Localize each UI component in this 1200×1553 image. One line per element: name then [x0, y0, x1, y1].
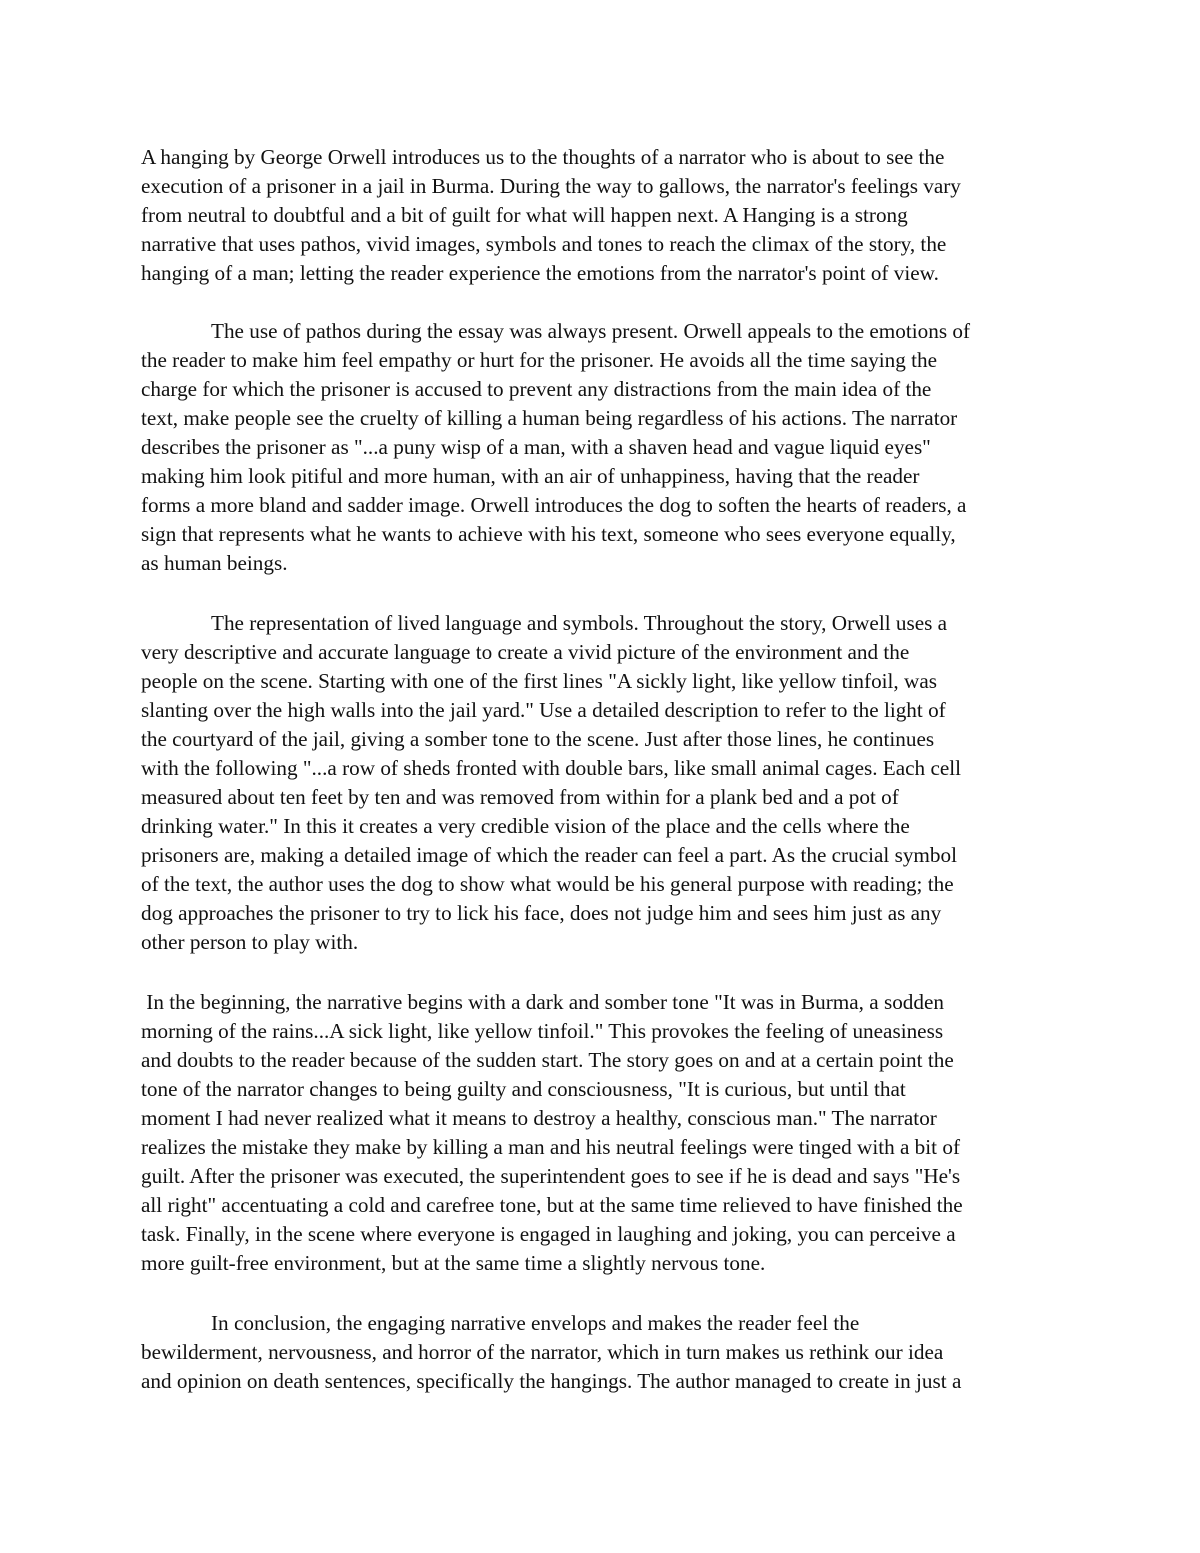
text-line: dog approaches the prisoner to try to lick his face, does not judge him and sees him just as any: [141, 901, 942, 925]
text-line: task. Finally, in the scene where everyone is engaged in laughing and joking, you can perceive a: [141, 1222, 956, 1246]
text-line: text, make people see the cruelty of killing a human being regardless of his actions. The narrator: [141, 406, 958, 430]
text-line: guilt. After the prisoner was executed, the superintendent goes to see if he is dead and says "He's: [141, 1164, 961, 1188]
text-line: describes the prisoner as "...a puny wisp of a man, with a shaven head and vague liquid eyes": [141, 435, 931, 459]
text-line: sign that represents what he wants to achieve with his text, someone who sees everyone equally,: [141, 522, 956, 546]
text-line: all right" accentuating a cold and carefree tone, but at the same time relieved to have finished the: [141, 1193, 963, 1217]
text-line: bewilderment, nervousness, and horror of the narrator, which in turn makes us rethink our idea: [141, 1340, 944, 1364]
text-line: narrative that uses pathos, vivid images, symbols and tones to reach the climax of the story, the: [141, 232, 947, 256]
text-line: The use of pathos during the essay was always present. Orwell appeals to the emotions of: [211, 319, 971, 343]
text-line: drinking water." In this it creates a very credible vision of the place and the cells where the: [141, 814, 910, 838]
text-line: realizes the mistake they make by killing a man and his neutral feelings were tinged with a bit of: [141, 1135, 960, 1159]
text-line: The representation of lived language and symbols. Throughout the story, Orwell uses a: [211, 611, 948, 635]
text-line: charge for which the prisoner is accused to prevent any distractions from the main idea of the: [141, 377, 932, 401]
text-line: In the beginning, the narrative begins with a dark and somber tone "It was in Burma, a sodden: [141, 990, 944, 1014]
text-line: slanting over the high walls into the jail yard." Use a detailed description to refer to the light of: [141, 698, 946, 722]
text-line: A hanging by George Orwell introduces us to the thoughts of a narrator who is about to see the: [141, 145, 945, 169]
text-line: the courtyard of the jail, giving a somber tone to the scene. Just after those lines, he continues: [141, 727, 935, 751]
text-line: and doubts to the reader because of the sudden start. The story goes on and at a certain point the: [141, 1048, 954, 1072]
text-line: from neutral to doubtful and a bit of guilt for what will happen next. A Hanging is a strong: [141, 203, 908, 227]
text-line: with the following "...a row of sheds fronted with double bars, like small animal cages. Each cell: [141, 756, 962, 780]
text-line: the reader to make him feel empathy or hurt for the prisoner. He avoids all the time saying the: [141, 348, 938, 372]
text-line: people on the scene. Starting with one of the first lines "A sickly light, like yellow tinfoil, was: [141, 669, 937, 693]
text-line: morning of the rains...A sick light, like yellow tinfoil." This provokes the feeling of uneasiness: [141, 1019, 944, 1043]
text-line: and opinion on death sentences, specifically the hangings. The author managed to create in just a: [141, 1369, 962, 1393]
text-line: tone of the narrator changes to being guilty and consciousness, "It is curious, but until that: [141, 1077, 906, 1101]
text-line: very descriptive and accurate language to create a vivid picture of the environment and the: [141, 640, 910, 664]
text-line: In conclusion, the engaging narrative envelops and makes the reader feel the: [211, 1311, 860, 1335]
text-line: execution of a prisoner in a jail in Burma. During the way to gallows, the narrator's feelings vary: [141, 174, 961, 198]
text-line: forms a more bland and sadder image. Orwell introduces the dog to soften the hearts of readers, a: [141, 493, 967, 517]
text-line: as human beings.: [141, 551, 288, 575]
text-line: moment I had never realized what it means to destroy a healthy, conscious man." The narrator: [141, 1106, 937, 1130]
text-line: hanging of a man; letting the reader experience the emotions from the narrator's point of view.: [141, 261, 939, 285]
text-line: prisoners are, making a detailed image of which the reader can feel a part. As the crucial symbol: [141, 843, 957, 867]
text-line: of the text, the author uses the dog to show what would be his general purpose with reading; the: [141, 872, 954, 896]
text-line: making him look pitiful and more human, with an air of unhappiness, having that the reader: [141, 464, 920, 488]
text-line: more guilt-free environment, but at the same time a slightly nervous tone.: [141, 1251, 766, 1275]
text-line: measured about ten feet by ten and was removed from within for a plank bed and a pot of: [141, 785, 899, 809]
text-line: other person to play with.: [141, 930, 359, 954]
